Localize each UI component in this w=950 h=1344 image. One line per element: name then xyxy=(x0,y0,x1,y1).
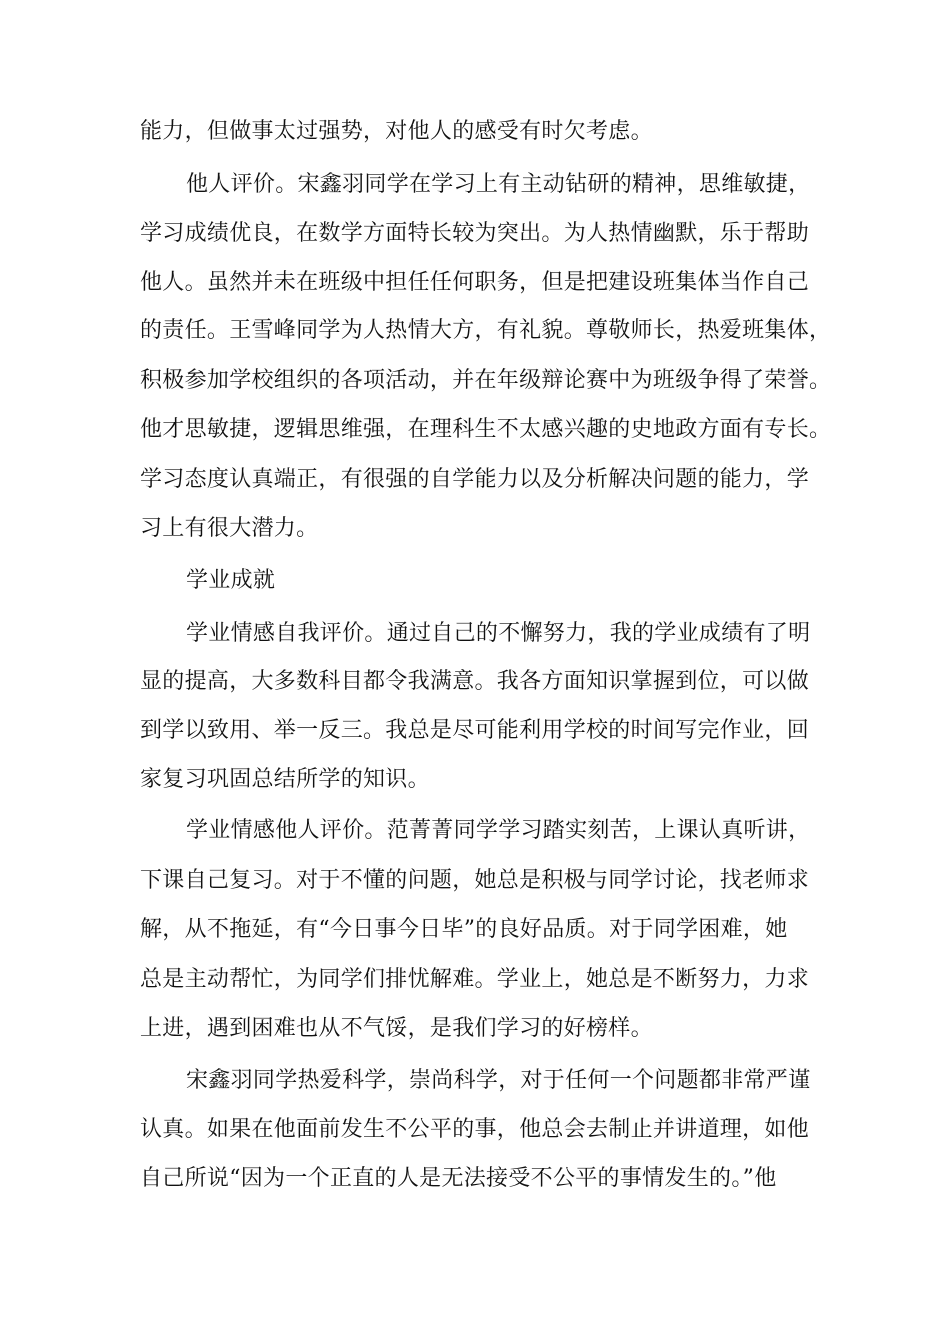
paragraph-line: 上进，遇到困难也从不气馁，是我们学习的好榜样。 xyxy=(140,1016,653,1041)
paragraph-line: 学业情感自我评价。通过自己的不懈努力，我的学业成绩有了明 xyxy=(186,621,811,646)
paragraph-line: 习上有很大潜力。 xyxy=(140,516,319,541)
paragraph-line: 他才思敏捷，逻辑思维强，在理科生不太感兴趣的史地政方面有专长。 xyxy=(140,417,832,442)
paragraph-line: 认真。如果在他面前发生不公平的事，他总会去制止并讲道理，如他 xyxy=(140,1117,810,1142)
paragraph-line: 学习成绩优良，在数学方面特长较为突出。为人热情幽默，乐于帮助 xyxy=(140,221,810,246)
paragraph-line: 他人评价。宋鑫羽同学在学习上有主动钻研的精神，思维敏捷， xyxy=(186,172,811,197)
paragraph-line: 显的提高，大多数科目都令我满意。我各方面知识掌握到位，可以做 xyxy=(140,669,810,694)
paragraph-line: 自己所说“因为一个正直的人是无法接受不公平的事情发生的。”他 xyxy=(140,1166,777,1191)
paragraph-line: 到学以致用、举一反三。我总是尽可能利用学校的时间写完作业，回 xyxy=(140,718,810,743)
paragraph-line: 宋鑫羽同学热爱科学，崇尚科学，对于任何一个问题都非常严谨 xyxy=(186,1068,811,1093)
paragraph-line: 积极参加学校组织的各项活动，并在年级辩论赛中为班级争得了荣誉。 xyxy=(140,368,832,393)
paragraph-line: 解，从不拖延，有“今日事今日毕”的良好品质。对于同学困难，她 xyxy=(140,917,788,942)
paragraph-line: 的责任。王雪峰同学为人热情大方，有礼貌。尊敬师长，热爱班集体， xyxy=(140,318,832,343)
paragraph-line: 他人。虽然并未在班级中担任任何职务，但是把建设班集体当作自己 xyxy=(140,270,810,295)
paragraph-line: 总是主动帮忙，为同学们排忧解难。学业上，她总是不断努力，力求 xyxy=(140,967,810,992)
paragraph-line: 家复习巩固总结所学的知识。 xyxy=(140,767,430,792)
paragraph-line: 下课自己复习。对于不懂的问题，她总是积极与同学讨论，找老师求 xyxy=(140,868,810,893)
paragraph-line: 学习态度认真端正，有很强的自学能力以及分析解决问题的能力，学 xyxy=(140,467,810,492)
section-heading: 学业成就 xyxy=(186,568,276,593)
paragraph-line: 学业情感他人评价。范菁菁同学学习踏实刻苦，上课认真听讲， xyxy=(186,818,811,843)
paragraph-line: 能力，但做事太过强势，对他人的感受有时欠考虑。 xyxy=(140,119,653,144)
